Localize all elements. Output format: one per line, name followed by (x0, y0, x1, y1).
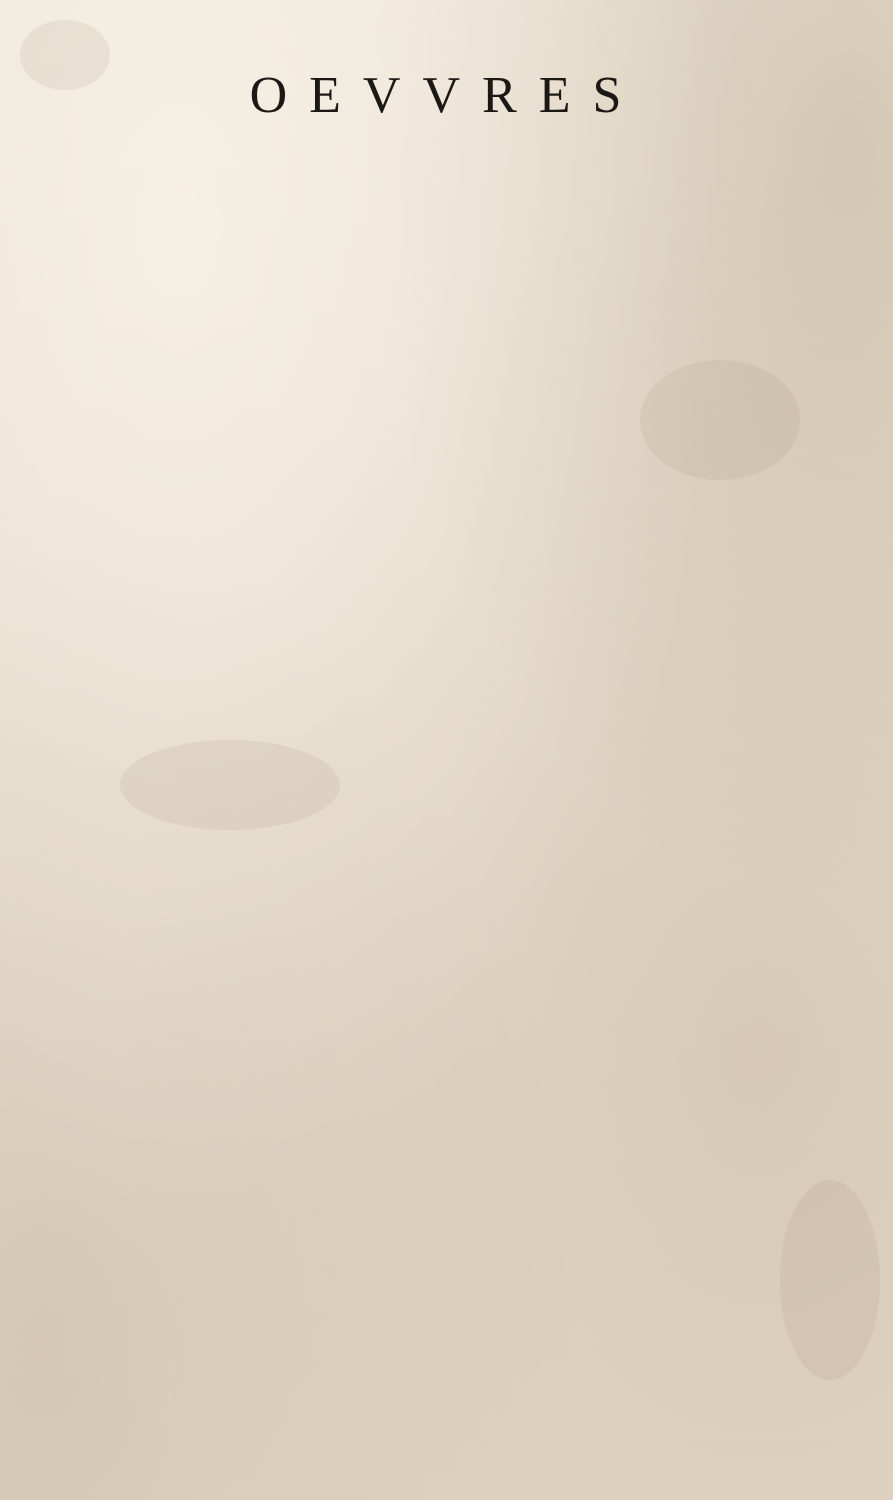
heading-oeuvres: OEVVRES (249, 67, 644, 124)
paper-stain (780, 1180, 880, 1380)
paper-stain (120, 740, 340, 830)
paper-stain (640, 360, 800, 480)
